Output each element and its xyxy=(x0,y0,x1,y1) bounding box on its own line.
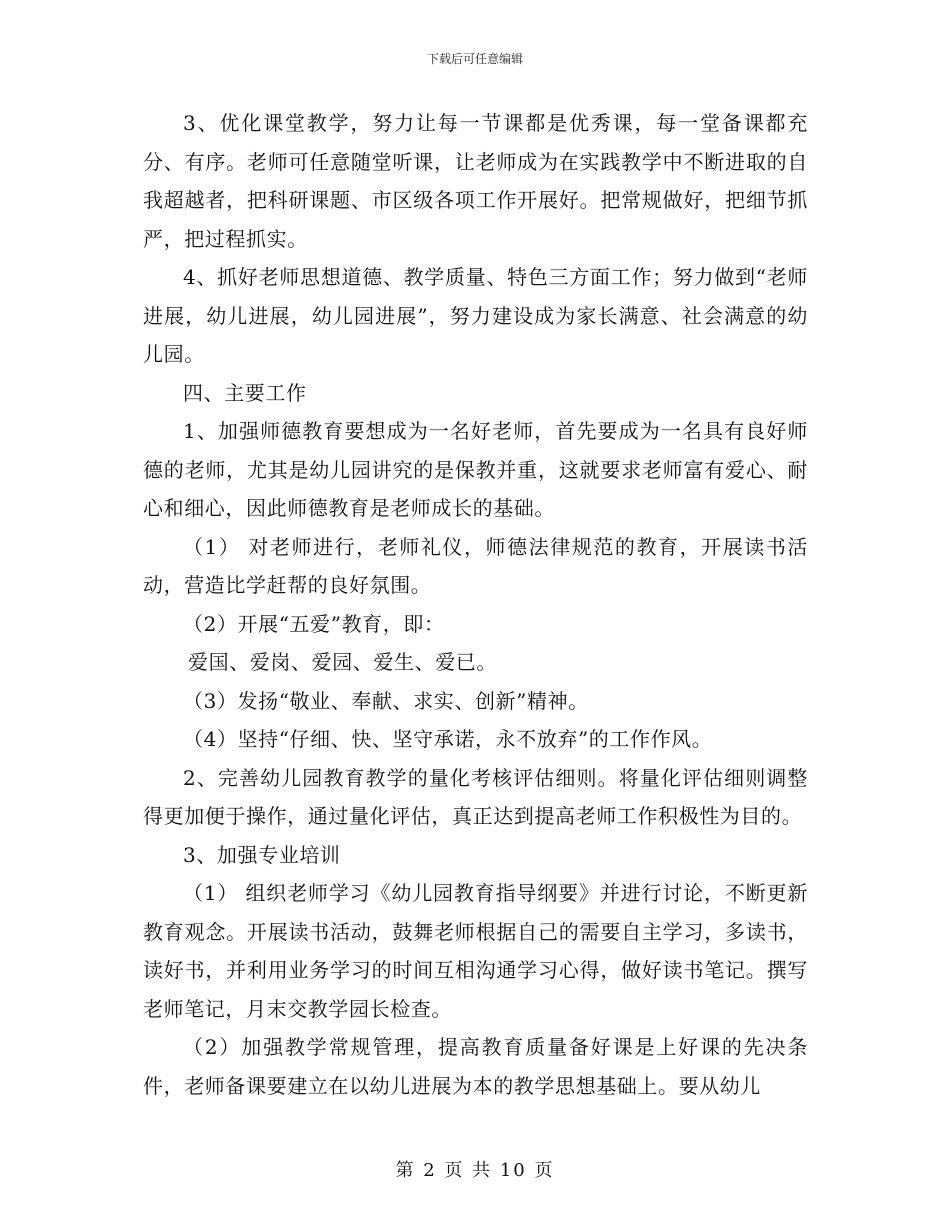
paragraph-item-1: （1） 对老师进行，老师礼仪，师德法律规范的教育，开展读书活动，营造比学赶帮的良好氛围。 xyxy=(143,534,808,597)
paragraph-item-4: （4）坚持“仔细、快、坚守承诺，永不放弃”的工作作风。 xyxy=(183,727,713,751)
paragraph-training-item-1: （1） 组织老师学习《幼儿园教育指导纲要》并进行讨论，不断更新教育观念。开展读书活动，鼓舞老师根据自己的需要自主学习，多读书，读好书，并利用业务学习的时间互相沟通学习心得，做好读书笔记。撰写老师笔记，月末交教学园长检查。 xyxy=(143,881,808,1021)
document-body xyxy=(143,104,808,1105)
section-heading-main-work: 四、主要工作 xyxy=(183,380,307,405)
paragraph-item-3: （3）发扬“敬业、奉献、求实、创新”精神。 xyxy=(183,688,589,713)
paragraph-five-loves: 爱国、爱岗、爱园、爱生、爱已。 xyxy=(188,650,497,674)
page-number: 第 2 页 共 10 页 xyxy=(395,1160,555,1181)
paragraph-teacher-ethics-quality: 4、抓好老师思想道德、教学质量、特色三方面工作；努力做到“老师进展，幼儿进展，幼儿园进展”，努力建设成为家长满意、社会满意的幼儿园。 xyxy=(143,265,808,366)
paragraph-item-2: （2）开展“五爱”教育，即： xyxy=(183,611,445,636)
paragraph-assessment-rules: 2、完善幼儿园教育教学的量化考核评估细则。将量化评估细则调整得更加便于操作，通过量化评估，真正达到提高老师工作积极性为目的。 xyxy=(143,765,808,828)
paragraph-training-item-2: （2）加强教学常规管理，提高教育质量备好课是上好课的先决条件，老师备课要建立在以幼儿进展为本的教学思想基础上。要从幼儿 xyxy=(143,1035,808,1098)
page-header: 下载后可任意编辑 xyxy=(426,52,523,66)
paragraph-ethics-education: 1、加强师德教育要想成为一名好老师，首先要成为一名具有良好师德的老师，尤其是幼儿园讲究的是保教并重，这就要求老师富有爱心、耐心和细心，因此师德教育是老师成长的基础。 xyxy=(143,419,808,520)
paragraph-optimize-teaching: 3、优化课堂教学，努力让每一节课都是优秀课，每一堂备课都充分、有序。老师可任意随堂听课，让老师成为在实践教学中不断进取的自我超越者，把科研课题、市区级各项工作开展好。把常规做好，把细节抓严，把过程抓实。 xyxy=(143,111,808,251)
paragraph-professional-training: 3、加强专业培训 xyxy=(183,842,341,867)
